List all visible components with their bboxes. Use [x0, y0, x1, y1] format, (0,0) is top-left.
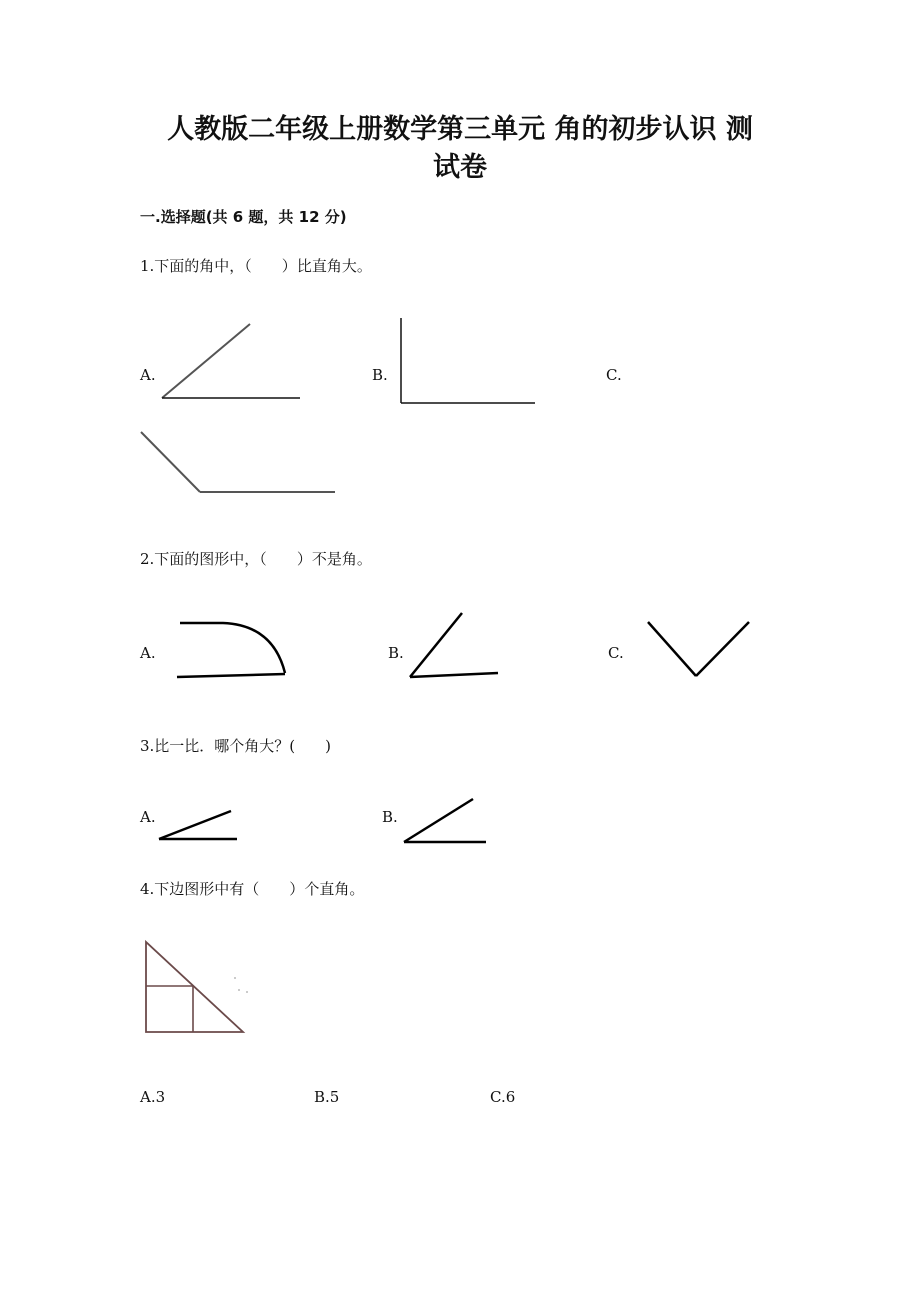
q4-option-c: C.6	[490, 1088, 516, 1106]
v-angle-figure	[646, 620, 752, 680]
triangle-with-square-figure	[143, 939, 247, 1035]
right-angle-figure	[399, 316, 537, 406]
small-angle-figure	[157, 809, 239, 843]
question-2-text: 2.下面的图形中，（ ）不是角。	[140, 550, 372, 568]
acute-angle-figure	[160, 322, 302, 402]
q1-option-a-label: A.	[140, 366, 156, 384]
question-1-text: 1.下面的角中，（ ）比直角大。	[140, 257, 372, 275]
larger-angle-figure	[402, 797, 488, 845]
page-title-line-2: 试卷	[433, 152, 487, 183]
q2-option-a-label: A.	[140, 644, 156, 662]
section-heading: 一.选择题(共 6 题，共 12 分)	[140, 208, 347, 226]
q4-option-a: A.3	[140, 1088, 166, 1106]
q3-option-a-label: A.	[140, 808, 156, 826]
q1-option-b-label: B.	[372, 366, 388, 384]
q1-option-c-label: C.	[606, 366, 622, 384]
q3-option-b-label: B.	[382, 808, 398, 826]
question-3-text: 3.比一比．哪个角大？( )	[140, 737, 332, 755]
q2-option-c-label: C.	[608, 644, 624, 662]
acute-angle-figure-b	[407, 611, 501, 681]
q2-option-b-label: B.	[388, 644, 404, 662]
obtuse-angle-figure	[139, 430, 337, 496]
curved-shape-figure	[175, 619, 290, 681]
question-4-text: 4.下边图形中有（ ）个直角。	[140, 880, 365, 898]
page-title-line-1: 人教版二年级上册数学第三单元 角的初步认识 测	[167, 114, 753, 145]
q4-option-b: B.5	[314, 1088, 340, 1106]
